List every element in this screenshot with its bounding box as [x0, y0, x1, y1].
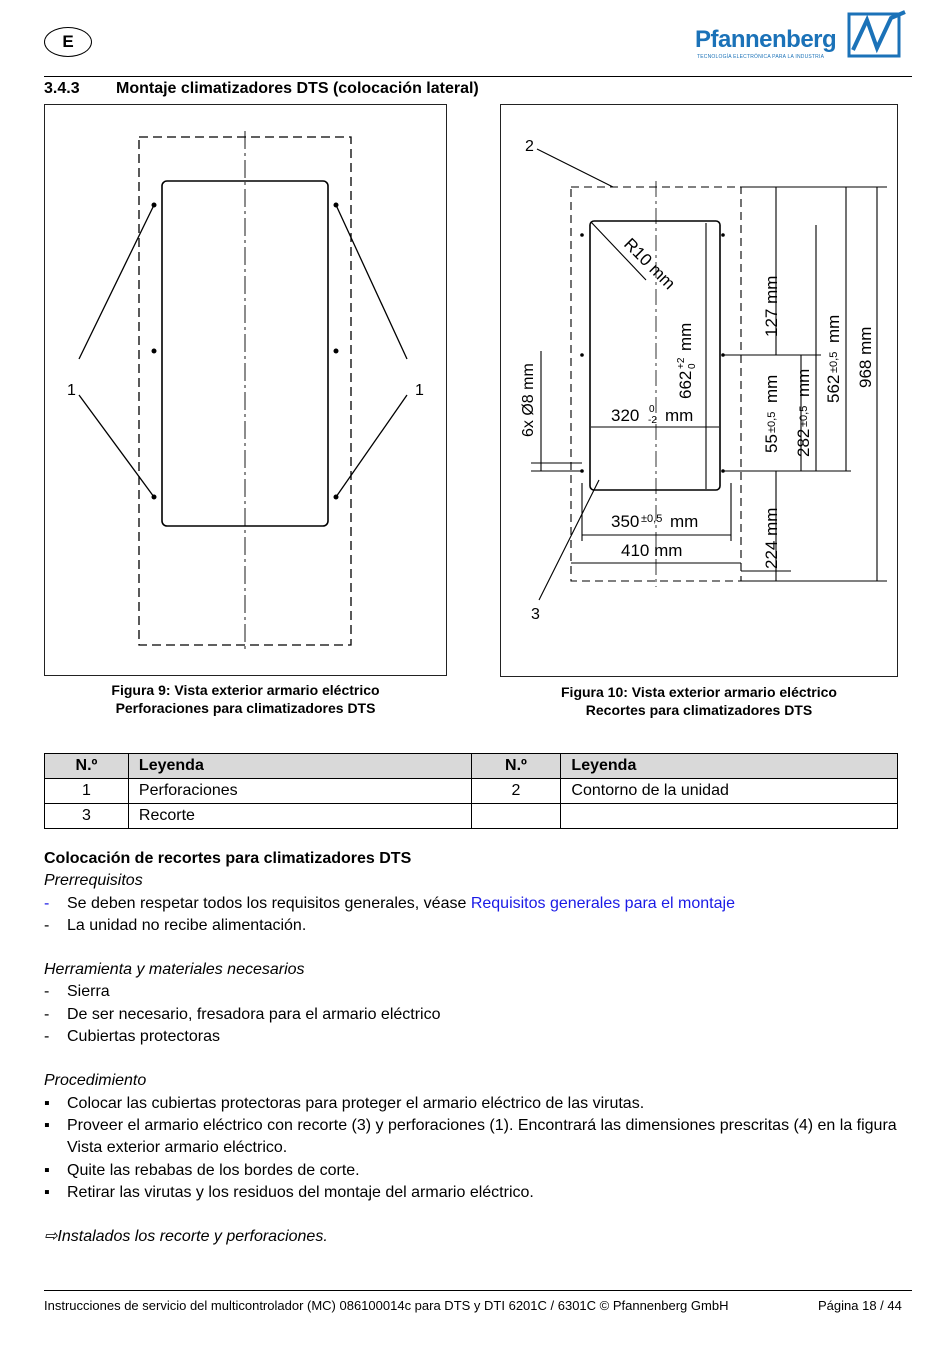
legend-header-legend-1: Leyenda	[128, 754, 471, 779]
dash-marker: -	[44, 983, 50, 1001]
fig10-dim-320-tol-top: 0	[649, 404, 655, 415]
fig10-dim-127: 127 mm	[762, 275, 781, 337]
fig10-dim-562-unit: mm	[824, 314, 843, 343]
fig10-dim-282-tol: ±0,5	[798, 405, 810, 427]
tool-item: De ser necesario, fresadora para el armario eléctrico	[67, 1005, 441, 1023]
section-number: 3.4.3	[44, 80, 80, 97]
square-bullet-icon: ▪	[44, 1183, 50, 1201]
prereq-title: Prerrequisitos	[44, 872, 143, 890]
footer-document-info: Instrucciones de servicio del multicontrolador (MC) 086100014c para DTS y DTI 6201C / 6301C © Pfannenberg GmbH	[44, 1298, 729, 1313]
fig10-dim-282	[794, 369, 813, 457]
fig10-dim-410: 410 mm	[621, 541, 683, 560]
fig10-dim-350-value: 350	[611, 512, 640, 531]
fig10-dim-282-unit: mm	[794, 368, 813, 397]
fig10-dim-662-unit: mm	[676, 322, 695, 351]
figure-9-caption-line1: Figura 9: Vista exterior armario eléctrico	[111, 682, 380, 698]
fig10-dim-224: 224 mm	[762, 507, 781, 569]
logo-mark-icon	[847, 10, 909, 60]
legend-header-num-1: N.º	[45, 754, 129, 779]
fig10-dim-282-value: 282	[794, 428, 813, 457]
footer-page-number: Página 18 / 44	[818, 1298, 902, 1313]
legend-cell: Perforaciones	[128, 779, 471, 804]
table-row	[45, 804, 898, 829]
square-bullet-icon: ▪	[44, 1116, 50, 1134]
figure-10-caption-line2: Recortes para climatizadores DTS	[585, 702, 813, 718]
tools-title: Herramienta y materiales necesarios	[44, 961, 305, 979]
figure-10-drawing	[501, 105, 897, 676]
fig10-holes: 6x Ø8 mm	[520, 363, 537, 437]
prereq-2-text: La unidad no recibe alimentación.	[67, 916, 307, 934]
list-item	[44, 1093, 906, 1115]
list-item	[44, 981, 906, 1003]
legend-cell: 3	[45, 804, 129, 829]
figure-10-caption-line1: Figura 10: Vista exterior armario eléctrico	[561, 684, 837, 700]
fig10-dim-320	[611, 404, 693, 426]
fig10-dim-562-tol: ±0,5	[828, 351, 840, 373]
step-item: Proveer el armario eléctrico con recorte (3) y perforaciones (1). Encontrará las dimensiones prescritas (4) en la figura Vista exterior armario eléctrico.	[67, 1116, 897, 1157]
tool-item: Cubiertas protectoras	[67, 1028, 220, 1046]
dash-marker: -	[44, 1005, 50, 1023]
procedure-title: Procedimiento	[44, 1072, 147, 1090]
step-item: Colocar las cubiertas protectoras para proteger el armario eléctrico de las virutas.	[67, 1094, 645, 1112]
pfannenberg-logo	[695, 8, 910, 66]
fig10-label-2: 2	[525, 138, 534, 155]
figure-9-caption	[44, 681, 447, 717]
legend-cell	[561, 804, 898, 829]
content-heading: Colocación de recortes para climatizadores DTS	[44, 850, 412, 867]
fig10-dim-968: 968 mm	[856, 326, 875, 388]
list-item	[44, 1182, 906, 1204]
square-bullet-icon: ▪	[44, 1094, 50, 1112]
fig10-dim-350-tol: ±0,5	[641, 513, 663, 525]
legend-header-row	[45, 754, 898, 779]
fig10-dim-562-value: 562	[824, 374, 843, 403]
legend-cell: 1	[45, 779, 129, 804]
list-item	[44, 915, 906, 937]
fig10-dim-662-tol-bot: 0	[687, 363, 698, 369]
fig10-label-3: 3	[531, 606, 540, 623]
square-bullet-icon: ▪	[44, 1161, 50, 1179]
result-text: Instalados los recorte y perforaciones.	[57, 1228, 328, 1246]
tool-item: Sierra	[67, 983, 110, 1001]
logo-name: Pfannenberg	[695, 26, 837, 53]
fig10-dim-662-tol-top: +2	[676, 357, 687, 369]
fig10-dim-562	[824, 315, 843, 403]
legend-header-num-2: N.º	[471, 754, 561, 779]
fig10-dim-55-tol: ±0,5	[766, 411, 778, 433]
figure-9-frame	[44, 104, 447, 676]
prereq-1-text: Se deben respetar todos los requisitos generales, véase	[67, 894, 471, 912]
result-line	[44, 1226, 906, 1248]
fig10-dim-662-value: 662	[676, 370, 695, 399]
list-item	[44, 1115, 906, 1160]
fig10-dim-55-value: 55	[762, 434, 781, 453]
list-item	[44, 893, 906, 915]
step-item: Quite las rebabas de los bordes de corte.	[67, 1161, 360, 1179]
legend-cell	[471, 804, 561, 829]
logo-tagline: TECNOLOGÍA ELECTRÓNICA PARA LA INDUSTRIA	[697, 54, 825, 60]
footer-rule	[44, 1290, 912, 1291]
figure-10-caption	[500, 683, 898, 719]
header-rule	[44, 76, 912, 77]
legend-cell: Contorno de la unidad	[561, 779, 898, 804]
fig10-dim-320-tol-bot: -2	[648, 415, 657, 426]
step-item: Retirar las virutas y los residuos del montaje del armario eléctrico.	[67, 1183, 534, 1201]
dash-marker: -	[44, 894, 50, 912]
section-title: Montaje climatizadores DTS (colocación lateral)	[116, 80, 479, 97]
fig10-dim-320-value: 320	[611, 406, 640, 425]
fig10-dim-55	[762, 375, 781, 453]
legend-header-legend-2: Leyenda	[561, 754, 898, 779]
language-badge: E	[44, 27, 92, 57]
figure-10-frame	[500, 104, 898, 677]
fig10-dim-320-unit: mm	[665, 406, 694, 425]
procedure-section	[44, 848, 906, 1248]
legend-cell: Recorte	[128, 804, 471, 829]
list-item	[44, 1026, 906, 1048]
figure-9-caption-line2: Perforaciones para climatizadores DTS	[115, 700, 376, 716]
list-item	[44, 1004, 906, 1026]
figure-9-drawing	[45, 105, 446, 675]
fig9-label-left: 1	[67, 382, 76, 399]
table-row	[45, 779, 898, 804]
legend-cell: 2	[471, 779, 561, 804]
general-requirements-link[interactable]: Requisitos generales para el montaje	[470, 894, 735, 912]
fig10-dim-350-unit: mm	[670, 512, 699, 531]
fig9-label-right: 1	[415, 382, 424, 399]
fig10-dim-662	[676, 323, 698, 399]
result-arrow-icon: ⇨	[44, 1228, 58, 1246]
dash-marker: -	[44, 1028, 50, 1046]
fig10-radius: R10 mm	[620, 234, 680, 294]
legend-table	[44, 753, 898, 829]
fig10-dim-55-unit: mm	[762, 374, 781, 403]
list-item	[44, 1160, 906, 1182]
fig10-dim-350	[611, 512, 698, 531]
dash-marker: -	[44, 916, 50, 934]
